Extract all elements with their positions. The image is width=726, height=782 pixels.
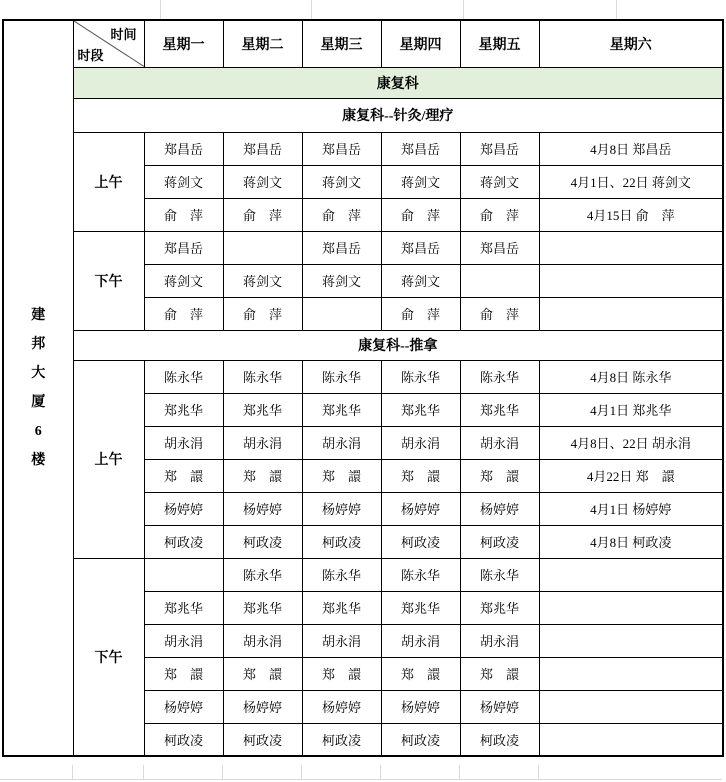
building-char: 建	[31, 308, 46, 323]
schedule-cell: 郑昌岳	[381, 132, 460, 165]
schedule-cell: 郑昌岳	[460, 231, 539, 264]
schedule-cell: 杨婷婷	[460, 690, 539, 723]
schedule-cell: 郑 譞	[460, 657, 539, 690]
schedule-cell: 蒋剑文	[381, 264, 460, 297]
schedule-cell: 郑 譞	[144, 459, 223, 492]
schedule-cell: 胡永涓	[381, 426, 460, 459]
acupuncture-band: 康复科--针灸/理疗	[73, 98, 723, 132]
schedule-cell: 蒋剑文	[223, 264, 302, 297]
schedule-cell: 陈永华	[381, 558, 460, 591]
schedule-cell: 郑兆华	[302, 393, 381, 426]
schedule-cell: 郑昌岳	[144, 231, 223, 264]
schedule-cell: 柯政凌	[223, 525, 302, 558]
massage-band: 康复科--推拿	[73, 330, 723, 360]
schedule-cell: 杨婷婷	[144, 492, 223, 525]
schedule-cell: 郑 譞	[223, 459, 302, 492]
schedule-cell	[539, 231, 723, 264]
schedule-cell	[539, 264, 723, 297]
schedule-row	[3, 132, 723, 165]
schedule-cell: 陈永华	[302, 558, 381, 591]
schedule-cell: 陈永华	[381, 360, 460, 393]
acupuncture-band-row	[3, 98, 723, 132]
schedule-cell	[539, 591, 723, 624]
schedule-cell: 俞 萍	[223, 297, 302, 330]
schedule-cell: 俞 萍	[302, 198, 381, 231]
schedule-cell	[144, 558, 223, 591]
building-char: 厦	[31, 395, 46, 410]
schedule-cell: 郑昌岳	[223, 132, 302, 165]
schedule-cell: 俞 萍	[144, 198, 223, 231]
schedule-cell: 柯政凌	[460, 525, 539, 558]
sheet-gridline	[160, 0, 161, 19]
schedule-cell: 郑兆华	[460, 591, 539, 624]
schedule-cell: 杨婷婷	[302, 690, 381, 723]
schedule-cell: 4月1日 杨婷婷	[539, 492, 723, 525]
sheet-gridline	[463, 0, 464, 19]
schedule-cell	[539, 657, 723, 690]
schedule-cell: 胡永涓	[302, 426, 381, 459]
schedule-cell: 蒋剑文	[302, 165, 381, 198]
schedule-cell: 柯政凌	[302, 723, 381, 756]
schedule-cell: 胡永涓	[144, 426, 223, 459]
day-header-saturday: 星期六	[539, 20, 723, 67]
day-header-tuesday: 星期二	[223, 20, 302, 67]
building-char: 6	[34, 424, 42, 439]
schedule-cell: 杨婷婷	[144, 690, 223, 723]
sheet-gridline	[0, 779, 722, 780]
schedule-cell: 陈永华	[144, 360, 223, 393]
schedule-cell: 郑兆华	[223, 591, 302, 624]
schedule-cell: 蒋剑文	[302, 264, 381, 297]
schedule-table	[2, 19, 724, 757]
schedule-cell: 杨婷婷	[302, 492, 381, 525]
schedule-cell: 郑昌岳	[302, 231, 381, 264]
corner-label-time: 时间	[110, 27, 137, 42]
corner-header-cell	[73, 20, 144, 67]
schedule-cell: 杨婷婷	[223, 690, 302, 723]
schedule-cell: 柯政凌	[381, 723, 460, 756]
schedule-cell: 郑兆华	[460, 393, 539, 426]
schedule-cell: 4月1日 郑兆华	[539, 393, 723, 426]
corner-label-period: 时段	[77, 47, 104, 63]
sheet-gridline	[538, 765, 539, 779]
schedule-cell: 蒋剑文	[223, 165, 302, 198]
schedule-cell: 俞 萍	[223, 198, 302, 231]
schedule-cell: 陈永华	[223, 558, 302, 591]
sheet-gridline	[459, 765, 460, 779]
schedule-cell: 4月8日 柯政凌	[539, 525, 723, 558]
schedule-cell: 郑 譞	[144, 657, 223, 690]
schedule-cell: 柯政凌	[460, 723, 539, 756]
schedule-cell: 杨婷婷	[381, 690, 460, 723]
schedule-cell: 俞 萍	[381, 198, 460, 231]
schedule-cell: 胡永涓	[302, 624, 381, 657]
schedule-cell	[539, 297, 723, 330]
schedule-cell: 杨婷婷	[460, 492, 539, 525]
schedule-cell: 柯政凌	[302, 525, 381, 558]
schedule-cell: 郑昌岳	[302, 132, 381, 165]
schedule-cell: 郑 譞	[302, 459, 381, 492]
schedule-cell: 郑 譞	[302, 657, 381, 690]
schedule-row	[3, 360, 723, 393]
sheet-gridline	[616, 0, 617, 19]
schedule-cell: 蒋剑文	[381, 165, 460, 198]
schedule-cell: 蒋剑文	[460, 165, 539, 198]
schedule-cell: 柯政凌	[144, 525, 223, 558]
sheet-gridline	[311, 0, 312, 19]
schedule-cell: 杨婷婷	[223, 492, 302, 525]
schedule-cell: 俞 萍	[460, 198, 539, 231]
schedule-cell: 柯政凌	[381, 525, 460, 558]
schedule-cell: 胡永涓	[460, 624, 539, 657]
schedule-cell: 郑兆华	[381, 393, 460, 426]
period-am-massage: 上午	[73, 360, 144, 558]
day-header-wednesday: 星期三	[302, 20, 381, 67]
schedule-cell	[223, 231, 302, 264]
dept-band-row	[3, 67, 723, 98]
period-am-acupuncture: 上午	[73, 132, 144, 231]
schedule-cell	[302, 297, 381, 330]
schedule-cell: 杨婷婷	[381, 492, 460, 525]
dept-band: 康复科	[73, 67, 723, 98]
schedule-cell: 4月8日 郑昌岳	[539, 132, 723, 165]
sheet-gridline	[72, 765, 73, 779]
schedule-cell: 郑兆华	[381, 591, 460, 624]
schedule-cell: 蒋剑文	[144, 264, 223, 297]
schedule-cell: 胡永涓	[460, 426, 539, 459]
schedule-cell: 郑昌岳	[381, 231, 460, 264]
day-header-friday: 星期五	[460, 20, 539, 67]
building-char: 邦	[31, 337, 46, 352]
schedule-cell: 郑兆华	[302, 591, 381, 624]
schedule-cell	[539, 624, 723, 657]
schedule-cell: 郑兆华	[223, 393, 302, 426]
schedule-cell: 蒋剑文	[144, 165, 223, 198]
building-char: 大	[31, 366, 46, 381]
schedule-cell: 俞 萍	[381, 297, 460, 330]
schedule-cell: 郑 譞	[381, 459, 460, 492]
schedule-cell: 胡永涓	[223, 426, 302, 459]
building-label	[3, 20, 73, 756]
sheet-gridline	[301, 765, 302, 779]
schedule-cell: 柯政凌	[144, 723, 223, 756]
schedule-cell: 郑 譞	[223, 657, 302, 690]
schedule-cell: 4月8日 陈永华	[539, 360, 723, 393]
schedule-cell: 郑昌岳	[144, 132, 223, 165]
schedule-cell: 胡永涓	[223, 624, 302, 657]
massage-band-row	[3, 330, 723, 360]
sheet-gridline	[380, 765, 381, 779]
schedule-cell: 郑兆华	[144, 591, 223, 624]
schedule-cell: 4月15日 俞 萍	[539, 198, 723, 231]
day-header-thursday: 星期四	[381, 20, 460, 67]
schedule-cell: 4月8日、22日 胡永涓	[539, 426, 723, 459]
day-header-monday: 星期一	[144, 20, 223, 67]
schedule-cell	[539, 690, 723, 723]
schedule-cell: 柯政凌	[223, 723, 302, 756]
header-row	[3, 20, 723, 67]
schedule-cell	[539, 723, 723, 756]
schedule-cell: 俞 萍	[460, 297, 539, 330]
sheet-gridline	[222, 765, 223, 779]
schedule-cell	[460, 264, 539, 297]
schedule-cell: 郑 譞	[460, 459, 539, 492]
sheet-gridline	[143, 765, 144, 779]
schedule-cell: 郑昌岳	[460, 132, 539, 165]
schedule-cell: 陈永华	[460, 558, 539, 591]
schedule-cell: 俞 萍	[144, 297, 223, 330]
schedule-cell: 4月1日、22日 蒋剑文	[539, 165, 723, 198]
schedule-cell: 胡永涓	[381, 624, 460, 657]
building-char: 楼	[31, 453, 46, 468]
schedule-cell: 陈永华	[302, 360, 381, 393]
period-pm-massage: 下午	[73, 558, 144, 756]
period-pm-acupuncture: 下午	[73, 231, 144, 330]
schedule-cell	[539, 558, 723, 591]
schedule-cell: 陈永华	[460, 360, 539, 393]
schedule-cell: 4月22日 郑 譞	[539, 459, 723, 492]
schedule-row	[3, 231, 723, 264]
schedule-cell: 郑 譞	[381, 657, 460, 690]
schedule-cell: 陈永华	[223, 360, 302, 393]
schedule-row	[3, 558, 723, 591]
schedule-cell: 胡永涓	[144, 624, 223, 657]
schedule-cell: 郑兆华	[144, 393, 223, 426]
